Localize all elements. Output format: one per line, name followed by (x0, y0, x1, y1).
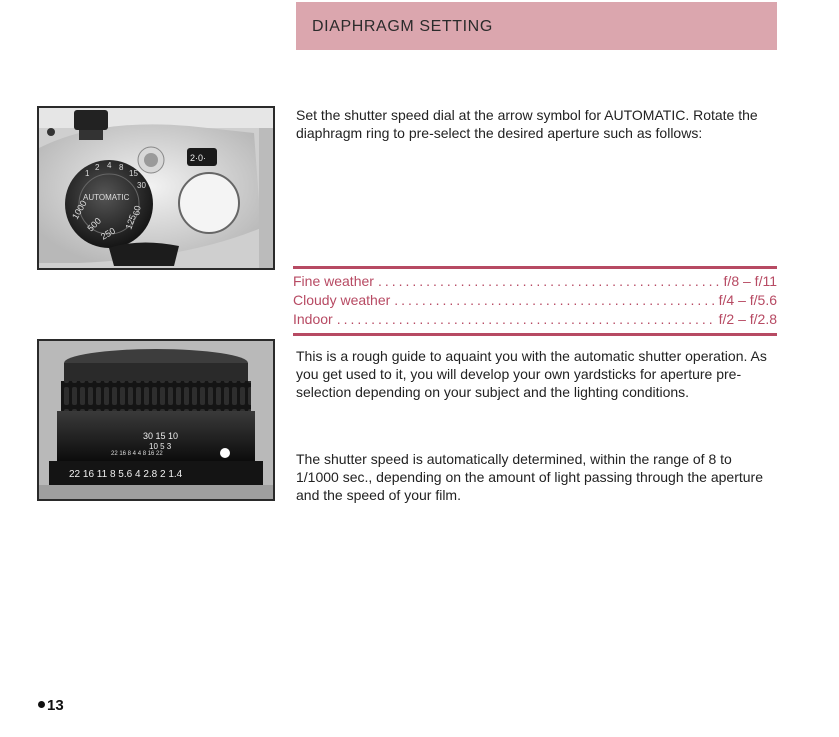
camera-dial-photo (37, 106, 275, 270)
dial-number-4: 4 (107, 161, 112, 170)
condition-label: Fine weather (293, 273, 374, 289)
leader-dots (394, 291, 714, 310)
dial-number-15: 15 (129, 169, 138, 178)
leader-dots (378, 272, 720, 291)
aperture-value: f/4 – f/5.6 (718, 292, 777, 308)
dial-number-60: 60 (131, 204, 143, 217)
condition-label: Cloudy weather (293, 292, 391, 308)
distance-scale-feet: 30 15 10 (143, 431, 179, 441)
dial-number-1: 1 (85, 169, 90, 178)
aperture-guide-table (293, 272, 777, 329)
dial-number-250: 250 (99, 225, 118, 242)
dial-number-2: 2 (95, 163, 100, 172)
dial-number-8: 8 (119, 163, 124, 172)
dial-number-500: 500 (85, 215, 104, 234)
leader-dots (337, 310, 715, 329)
section-header-bar (296, 2, 777, 50)
distance-scale-meters: 10 5 3 (149, 442, 172, 451)
sub-dial-label: 2·0· (190, 153, 207, 163)
table-row (293, 310, 777, 329)
lens-aperture-ring-photo (37, 339, 275, 501)
depth-of-field-scale: 22 16 8 4 4 8 16 22 (111, 451, 163, 457)
table-row (293, 291, 777, 310)
aperture-value: f/2 – f/2.8 (718, 311, 777, 327)
table-bottom-rule (293, 333, 777, 336)
dial-number-1000: 1000 (70, 198, 89, 221)
page-number-value: 13 (47, 697, 64, 714)
dial-number-125: 125 (123, 213, 139, 231)
intro-paragraph: Set the shutter speed dial at the arrow symbol for AUTOMATIC. Rotate the diaphragm ring to pre-select the desired aperture such as follows: (296, 107, 758, 141)
dial-number-30: 30 (137, 181, 146, 190)
dial-automatic-label: AUTOMATIC (83, 193, 130, 202)
shutter-speed-paragraph: The shutter speed is automatically determined, within the range of 8 to 1/1000 sec., depending on the amount of light passing through the aperture and the speed of your film. (296, 451, 764, 503)
table-top-rule (293, 266, 777, 269)
page-number (38, 697, 64, 714)
condition-label: Indoor (293, 311, 333, 327)
aperture-value: f/8 – f/11 (723, 273, 777, 289)
table-row (293, 272, 777, 291)
bullet-icon (38, 701, 45, 708)
rough-guide-paragraph: This is a rough guide to aquaint you with the automatic shutter operation. As you get used to it, you will develop your own yardsticks for aperture pre-selection depending on your subject and the lighting conditions. (296, 348, 767, 400)
section-title: DIAPHRAGM SETTING (312, 18, 493, 35)
aperture-ring-scale: 22 16 11 8 5.6 4 2.8 2 1.4 (69, 469, 183, 480)
